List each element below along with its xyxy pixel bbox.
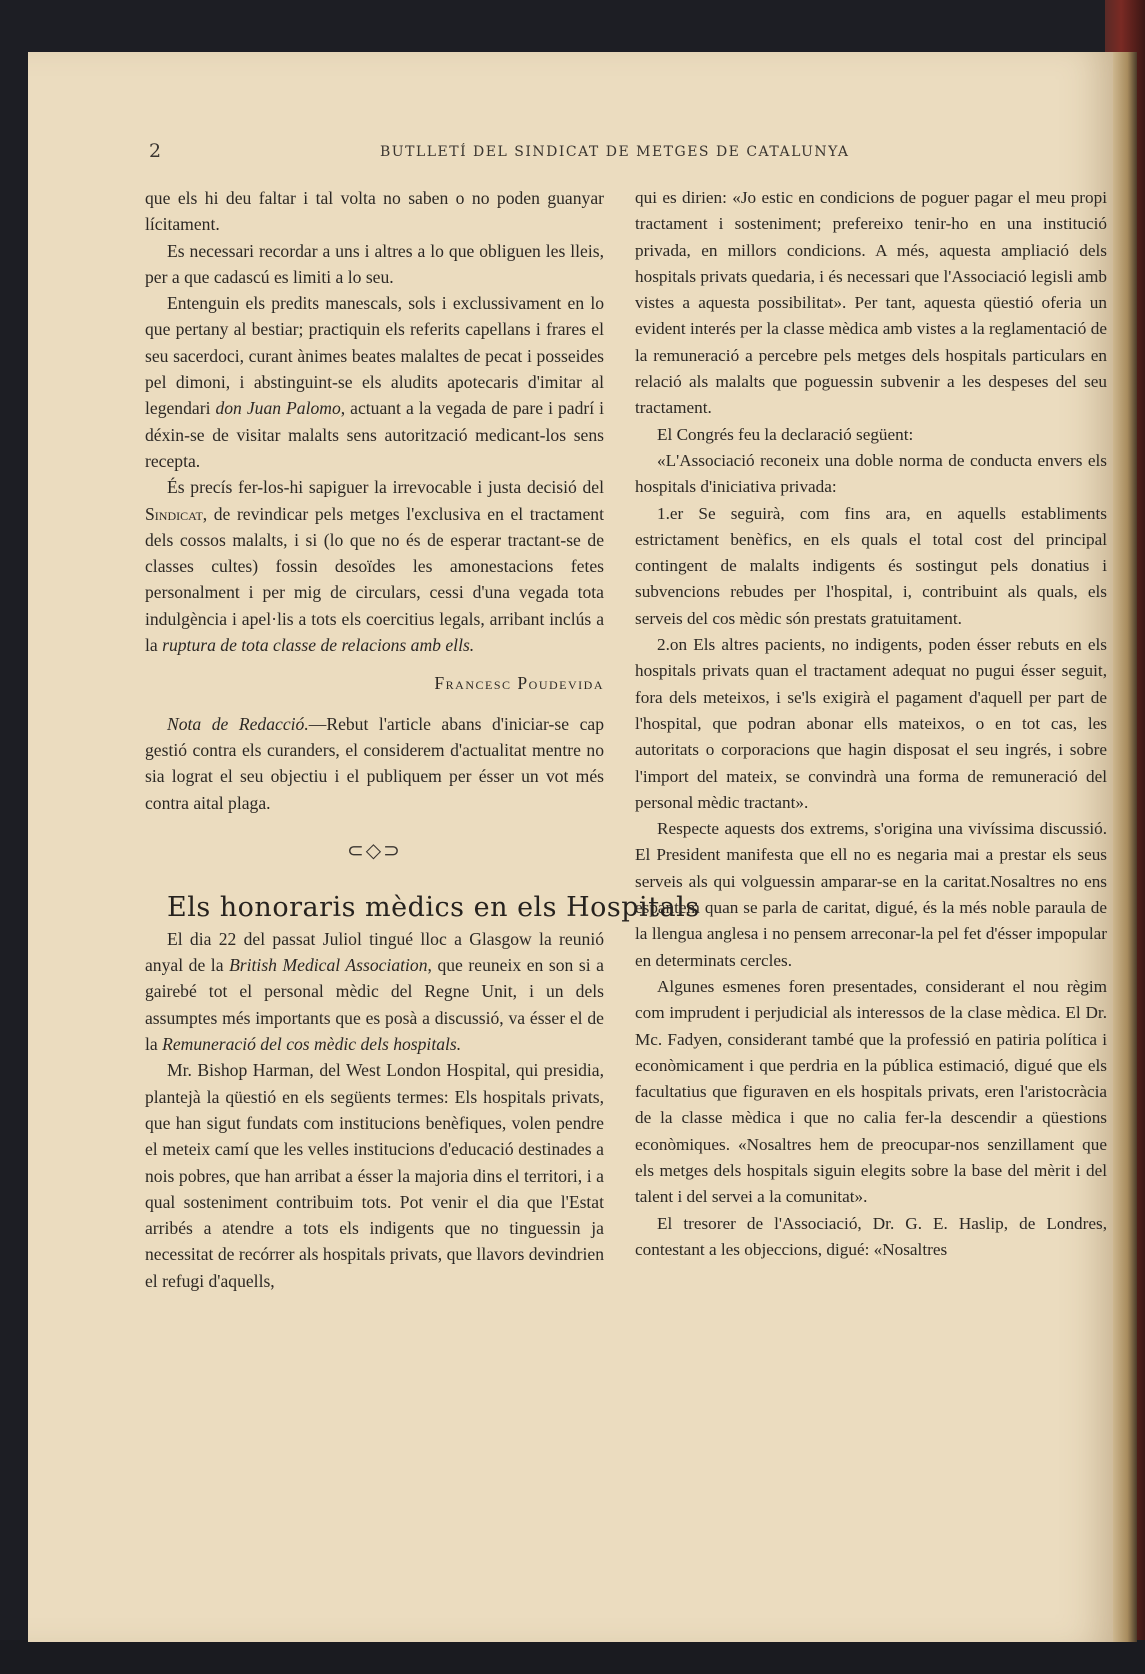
paragraph bbox=[145, 290, 604, 474]
paragraph: Respecte aquests dos extrems, s'origina una vivíssima discussió. El President manifesta que ell no es negaria mai a prestar els seus serveis als qui volguessin amparar-se en la caritat.Nosaltres no ens espantem quan se parla de caritat, digué, és la més noble paraula de la llengua anglesa i no pensem arreconar-la pel fet d'ésser impopular en determinats cercles. bbox=[635, 819, 1107, 970]
left-column bbox=[145, 185, 700, 1545]
running-title: BUTLLETÍ DEL SINDICAT DE METGES DE CATALUNYA bbox=[380, 144, 850, 160]
document-page bbox=[28, 52, 1113, 1642]
text-run: —Rebut l'article abans d'iniciar-se cap gestió contra els curanders, el considerem d'actualitat mentre no sia lograt el seu objectiu i el publiquem per ésser un vot més contra aital plaga. bbox=[145, 713, 604, 813]
page-header bbox=[28, 140, 1113, 168]
paragraph bbox=[145, 474, 604, 658]
right-column bbox=[635, 185, 1107, 1545]
paragraph: Algunes esmenes foren presentades, considerant el nou règim com imprudent i perjudicial als interessos de la clase mèdica. El Dr. Mc. Fadyen, considerant també que la professió en patiria política i econòmicament i que perdria en la pública estimació, digué que els facultatius que figuraven en els hospitals privats, eren l'aristocràcia de la classe mèdica i que no calia fer-la descendir a qüestions econòmiques. «Nosaltres hem de preocupar-nos senzillament que els metges dels hospitals siguin elegits sobre la base del mèrit i del talent i del servei a la comunitat». bbox=[635, 976, 1107, 1207]
page-edge bbox=[1113, 52, 1137, 1642]
text-run: , que reuneix en son si a gairebé tot el personal mèdic del Regne Unit, i un dels assumptes més importants que es posà a discussió, va ésser el de la bbox=[145, 955, 604, 1055]
paragraph: El tresorer de l'Associació, Dr. G. E. Haslip, de Londres, contestant a les objeccions, digué: «Nosaltres bbox=[635, 1213, 1107, 1259]
italic-run: British Medical Association bbox=[229, 955, 428, 976]
italic-run: Nota de Redacció. bbox=[167, 713, 309, 734]
paragraph: 1.er Se seguirà, com fins ara, en aquells establiments estrictament benèfics, en els quals el total cost del principal contingent de malalts indigents és sostingut pels donatius i subvencions rebudes per l'hospital, i, contribuint als quals, els serveis del cos mèdic són prestats gratuitament. bbox=[635, 503, 1107, 628]
editor-note bbox=[145, 711, 604, 816]
italic-run: don Juan Palomo bbox=[215, 398, 341, 419]
paragraph: que els hi deu faltar i tal volta no saben o no poden guanyar lícitament. bbox=[145, 188, 604, 235]
page-number: 2 bbox=[149, 140, 162, 162]
paragraph: Es necessari recordar a uns i altres a lo que obliguen les lleis, per a que cadascú es limiti a lo seu. bbox=[145, 240, 604, 287]
paragraph: El Congrés feu la declaració següent: bbox=[657, 424, 914, 444]
text-run: , actuant a la vegada de pare i padrí i déxin-se de visitar malalts sens autorització medicant-los sens recepta. bbox=[145, 398, 604, 471]
article-title: Els honoraris mèdics en els Hospitals bbox=[167, 891, 700, 923]
text-run: , de revindicar pels metges l'exclusiva en el tractament dels cossos malalts, i si (lo que no és de esperar tractant-se de classes cultes) fossin desoïdes les amonestacions fetes personalment i per mig de circulars, cessi d'una vegada tota indulgència i apel·lis a tots els coercitius legals, arribant inclús a la bbox=[145, 503, 604, 656]
paragraph: 2.on Els altres pacients, no indigents, poden ésser rebuts en els hospitals privats quan el tractament adequat no pugui ésser seguit, fora dels meteixos, i se'ls exigirà el pagament d'aquell per part de l'hospital, que podran abonar ells mateixos, o en tot cas, les autoritats o corporacions que hagin disposat el seu ingrés, i sobre l'import del mateix, se convindrà una forma de remuneració del personal mèdic tractant». bbox=[635, 635, 1107, 812]
paragraph: «L'Associació reconeix una doble norma de conducta envers els hospitals d'iniciativa privada: bbox=[635, 450, 1107, 497]
small-caps-run: Sindicat bbox=[145, 503, 203, 524]
text-run: És precís fer-los-hi sapiguer la irrevocable i justa decisió del bbox=[167, 477, 604, 498]
paragraph: Mr. Bishop Harman, del West London Hospital, qui presidia, plantejà la qüestió en els següents termes: Els hospitals privats, que han sigut fundats com institucions benèfiques, volen pendre el meteix camí que les velles institucions d'educació destinades a nois pobres, que han arribat a ésser la majoria dins el territori, i a qual sosteniment contribuim tots. Pot venir el dia que l'Estat arribés a atendre a tots els indigents que no tinguessin ja necessitat de recórrer als hospitals privats, que llavors devindrien el refugi d'aquells, bbox=[145, 1060, 604, 1291]
italic-run: Remuneració del cos mèdic dels hospitals. bbox=[162, 1034, 462, 1055]
scan-background bbox=[0, 1640, 1145, 1674]
italic-run: ruptura de tota classe de relacions amb ells. bbox=[162, 635, 475, 656]
text-run: Entenguin els predits manescals, sols i exclussivament en lo que pertany al bestiar; practiquin els referits capellans i frares el seu sacerdoci, curant ànimes beates malaltes de pecat i posseides pel dimoni, i abstinguint-se els aludits apotecaris d'imitar al legendari bbox=[145, 293, 604, 419]
ornament-divider: ⊂◇⊃ bbox=[347, 839, 402, 862]
paragraph bbox=[145, 926, 604, 1057]
text-run: El dia 22 del passat Juliol tingué lloc a Glasgow la reunió anyal de la bbox=[145, 928, 604, 976]
paragraph: qui es dirien: «Jo estic en condicions de poguer pagar el meu propi tractament i sosteniment; prefereixo tenir-ho en una institució privada, en millors condicions. A més, aquesta ampliació dels hospitals privats quedaria, i és necessari que l'Associació legisli amb vistes a aquesta possibilitat». Per tant, aquesta qüestió oferia un evident interés per la classe mèdica amb vistes a la reglamentació de la remuneració a percebre pels metges dels hospitals particulars en relació als malalts que poguessin subvenir a les despeses del seu tractament. bbox=[635, 188, 1107, 418]
author-signature: Francesc Poudevida bbox=[434, 673, 604, 694]
